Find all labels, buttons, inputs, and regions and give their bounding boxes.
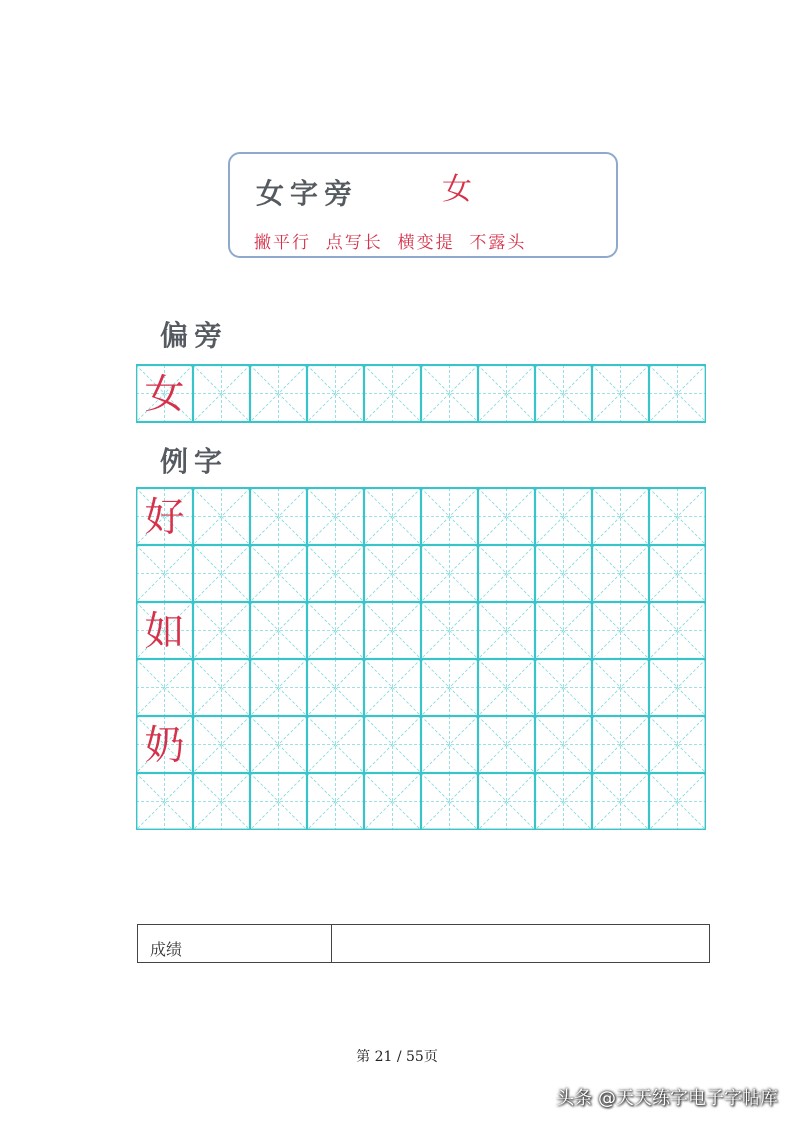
lesson-character: 女: [442, 172, 472, 207]
practice-cell[interactable]: [535, 659, 592, 716]
practice-cell[interactable]: [364, 545, 421, 602]
practice-cell[interactable]: [193, 488, 250, 545]
practice-cell[interactable]: [478, 716, 535, 773]
practice-cell[interactable]: [250, 716, 307, 773]
practice-cell[interactable]: [250, 602, 307, 659]
practice-cell[interactable]: [649, 545, 706, 602]
practice-cell[interactable]: [592, 365, 649, 422]
practice-cell[interactable]: [421, 488, 478, 545]
model-character: 如: [144, 608, 185, 655]
practice-cell[interactable]: [193, 773, 250, 830]
practice-cell[interactable]: [649, 488, 706, 545]
practice-cell[interactable]: [193, 365, 250, 422]
practice-cell[interactable]: [307, 716, 364, 773]
practice-cell[interactable]: [649, 365, 706, 422]
practice-cell[interactable]: [535, 545, 592, 602]
practice-cell[interactable]: [478, 659, 535, 716]
practice-cell[interactable]: [421, 773, 478, 830]
practice-cell[interactable]: [307, 659, 364, 716]
practice-cell[interactable]: [535, 365, 592, 422]
practice-cell[interactable]: [250, 659, 307, 716]
radical-heading: 偏旁: [160, 319, 229, 352]
lesson-tip: 撇平行 点写长 横变提 不露头: [254, 233, 527, 253]
practice-cell[interactable]: [364, 659, 421, 716]
practice-cell[interactable]: [307, 545, 364, 602]
score-field[interactable]: [332, 925, 709, 962]
practice-cell[interactable]: [478, 602, 535, 659]
page-number: 第 21 / 55页: [356, 1049, 438, 1065]
practice-cell[interactable]: [307, 365, 364, 422]
practice-cell[interactable]: [421, 716, 478, 773]
practice-cell[interactable]: [364, 488, 421, 545]
practice-cell[interactable]: [649, 716, 706, 773]
practice-cell[interactable]: [421, 602, 478, 659]
practice-cell[interactable]: [649, 773, 706, 830]
practice-cell[interactable]: [136, 773, 193, 830]
practice-cell[interactable]: [307, 602, 364, 659]
practice-cell[interactable]: [592, 659, 649, 716]
title-box: [228, 152, 618, 258]
practice-cell[interactable]: [478, 365, 535, 422]
practice-cell[interactable]: [250, 545, 307, 602]
practice-cell[interactable]: [592, 716, 649, 773]
lesson-title: 女字旁: [256, 177, 359, 210]
practice-cell[interactable]: [307, 488, 364, 545]
practice-cell[interactable]: [193, 602, 250, 659]
score-table: [137, 924, 710, 963]
example-practice-grid: [136, 487, 706, 830]
practice-cell[interactable]: [307, 773, 364, 830]
practice-cell[interactable]: [649, 602, 706, 659]
practice-cell[interactable]: [250, 488, 307, 545]
practice-cell[interactable]: [592, 773, 649, 830]
radical-practice-grid: [136, 364, 706, 423]
example-heading: 例字: [160, 445, 229, 478]
practice-cell[interactable]: [478, 545, 535, 602]
practice-cell[interactable]: [364, 365, 421, 422]
practice-cell[interactable]: [364, 602, 421, 659]
practice-cell[interactable]: [535, 602, 592, 659]
practice-cell[interactable]: [364, 773, 421, 830]
practice-cell[interactable]: [250, 773, 307, 830]
practice-cell[interactable]: [421, 365, 478, 422]
model-character: 女: [144, 371, 185, 418]
practice-cell[interactable]: [592, 545, 649, 602]
practice-cell[interactable]: [478, 488, 535, 545]
practice-cell[interactable]: [535, 716, 592, 773]
practice-cell[interactable]: [136, 659, 193, 716]
practice-cell[interactable]: [649, 659, 706, 716]
practice-cell[interactable]: [364, 716, 421, 773]
practice-cell[interactable]: [535, 773, 592, 830]
practice-cell[interactable]: [592, 602, 649, 659]
watermark: 头条 @天天练字电子字帖库: [556, 1088, 778, 1109]
model-character: 奶: [144, 722, 185, 769]
practice-cell[interactable]: [421, 545, 478, 602]
practice-cell[interactable]: [592, 488, 649, 545]
model-character: 好: [144, 494, 185, 541]
practice-cell[interactable]: [478, 773, 535, 830]
practice-cell[interactable]: [535, 488, 592, 545]
practice-cell[interactable]: [250, 365, 307, 422]
practice-cell[interactable]: [193, 545, 250, 602]
practice-cell[interactable]: [421, 659, 478, 716]
practice-cell[interactable]: [136, 545, 193, 602]
practice-cell[interactable]: [193, 716, 250, 773]
score-label: 成绩: [138, 925, 332, 962]
practice-cell[interactable]: [193, 659, 250, 716]
